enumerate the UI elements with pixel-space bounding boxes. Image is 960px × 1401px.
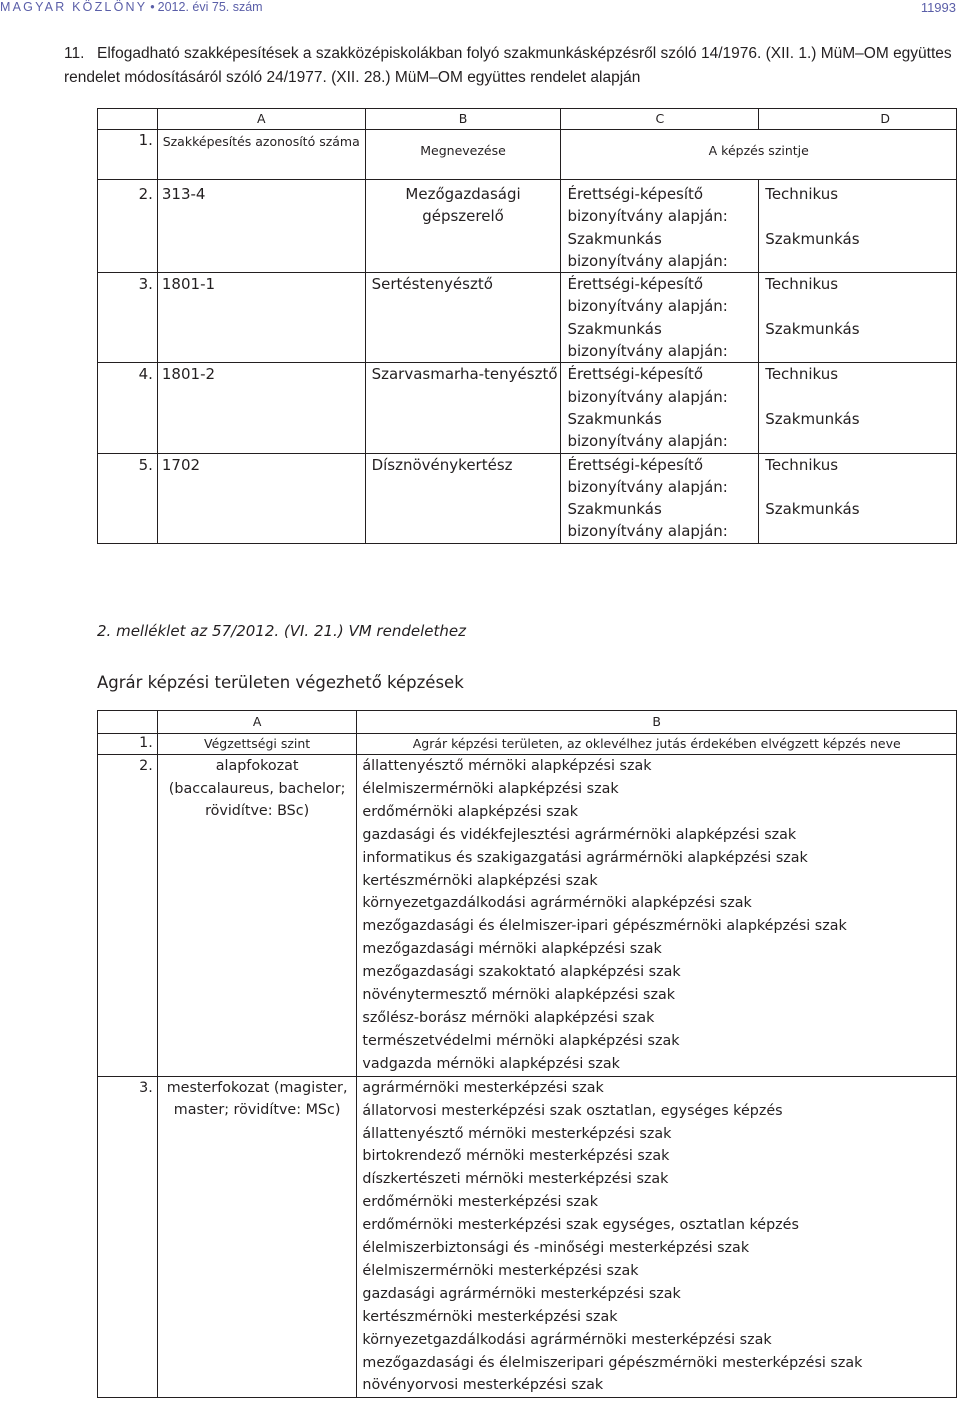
row-number: 3. xyxy=(98,273,158,363)
agricultural-programs-table xyxy=(97,710,957,1398)
program-item: informatikus és szakigazgatási agrármérnöki alapképzési szak xyxy=(362,849,808,866)
level-1: Technikus xyxy=(765,185,839,203)
program-item: állatorvosi mesterképzési szak osztatlan, egységes képzés xyxy=(362,1102,783,1119)
column-letter-c: C xyxy=(561,109,759,130)
qualification-name: Mezőgazdasági gépszerelő xyxy=(365,180,561,273)
qualification-id: 1702 xyxy=(157,453,365,543)
program-item: mezőgazdasági szakoktató alapképzési szak xyxy=(362,964,681,981)
row-number: 2. xyxy=(98,755,158,1077)
program-item: mezőgazdasági és élelmiszeripari gépészmérnöki mesterképzési szak xyxy=(362,1354,863,1371)
qualification-id: 1801-2 xyxy=(157,363,365,453)
program-item: természetvédelmi mérnöki alapképzési szak xyxy=(362,1032,680,1049)
training-levels xyxy=(759,180,957,273)
table-row xyxy=(98,180,957,273)
degree-level-text: alapfokozat (baccalaureus, bachelor; rövidítve: BSc) xyxy=(168,758,346,819)
program-item: élelmiszermérnöki alapképzési szak xyxy=(362,780,619,797)
program-item: környezetgazdálkodási agrármérnöki mesterképzési szak xyxy=(362,1331,772,1348)
column-letter-row xyxy=(98,109,957,130)
program-item: birtokrendező mérnöki mesterképzési szak xyxy=(362,1148,670,1165)
column-letter-row xyxy=(98,711,957,734)
header-row-number: 1. xyxy=(98,734,158,755)
program-item: állattenyésztő mérnöki alapképzési szak xyxy=(362,758,652,774)
journal-name: MAGYAR KÖZLÖNY xyxy=(0,0,148,14)
condition-2: Szakmunkás bizonyítvány alapján: xyxy=(567,500,728,541)
program-item: gazdasági és vidékfejlesztési agrármérnöki alapképzési szak xyxy=(362,826,797,843)
condition-1: Érettségi-képesítő bizonyítvány alapján: xyxy=(567,275,728,316)
program-item: kertészmérnöki alapképzési szak xyxy=(362,872,598,889)
level-1: Technikus xyxy=(765,275,839,294)
training-levels xyxy=(759,453,957,543)
condition-2: Szakmunkás bizonyítvány alapján: xyxy=(567,229,728,270)
training-levels xyxy=(759,363,957,453)
section-number: 11. xyxy=(64,45,85,62)
header-row-number: 1. xyxy=(98,130,158,180)
program-item: kertészmérnöki mesterképzési szak xyxy=(362,1308,618,1325)
degree-level xyxy=(157,1076,357,1398)
entry-conditions xyxy=(561,453,759,543)
table-row xyxy=(98,273,957,363)
program-list xyxy=(357,755,957,1077)
row-number: 5. xyxy=(98,453,158,543)
program-item: erdőmérnöki mesterképzési szak egységes, osztatlan képzés xyxy=(362,1217,799,1234)
program-item: környezetgazdálkodási agrármérnöki alapképzési szak xyxy=(362,895,752,912)
program-item: agrármérnöki mesterképzési szak xyxy=(362,1079,604,1096)
qualification-id: 1801-1 xyxy=(157,273,365,363)
table-row xyxy=(98,453,957,543)
level-2: Szakmunkás xyxy=(765,500,860,519)
program-item: élelmiszermérnöki mesterképzési szak xyxy=(362,1262,639,1279)
level-1: Technikus xyxy=(765,365,839,384)
program-item: díszkertészeti mérnöki mesterképzési szak xyxy=(362,1171,669,1188)
header-program-name: Agrár képzési területen, az oklevélhez jutás érdekében elvégzett képzés neve xyxy=(357,734,957,755)
header-name: Megnevezése xyxy=(365,130,561,180)
degree-level xyxy=(157,755,357,1077)
table-row xyxy=(98,1076,957,1398)
level-2: Szakmunkás xyxy=(765,229,860,248)
header-row xyxy=(98,734,957,755)
table-row xyxy=(98,363,957,453)
condition-1: Érettségi-képesítő bizonyítvány alapján: xyxy=(567,455,728,496)
header-row xyxy=(98,130,957,180)
corner-cell xyxy=(98,109,158,130)
program-item: gazdasági agrármérnöki mesterképzési szak xyxy=(362,1285,681,1302)
column-letter-a: A xyxy=(157,711,357,734)
header-training-level: A képzés szintje xyxy=(561,130,957,180)
level-2: Szakmunkás xyxy=(765,319,860,338)
program-item: mezőgazdasági és élelmiszer-ipari gépészmérnöki alapképzési szak xyxy=(362,918,847,935)
section-title-text: Elfogadható szakképesítések a szakközépiskolákban folyó szakmunkásképzésről szóló 14/1976. (XII. 1.) MüM–OM együttes rendelet módosításáról szóló 24/1977. (XII. 28.) MüM–OM együttes rendelet alapján xyxy=(64,45,952,86)
qualification-name: Dísznövénykertész xyxy=(365,453,561,543)
annex-heading: Agrár képzési területen végezhető képzések xyxy=(97,673,464,692)
condition-2: Szakmunkás bizonyítvány alapján: xyxy=(567,319,728,361)
program-item: vadgazda mérnöki alapképzési szak xyxy=(362,1055,620,1072)
column-letter-b: B xyxy=(365,109,561,130)
qualification-name: Sertéstenyésztő xyxy=(365,273,561,363)
qualification-id: 313-4 xyxy=(157,180,365,273)
journal-header xyxy=(0,0,263,14)
program-item: növénytermesztő mérnöki alapképzési szak xyxy=(362,987,676,1004)
issue-label: 2012. évi 75. szám xyxy=(157,0,263,14)
program-item: mezőgazdasági mérnöki alapképzési szak xyxy=(362,941,662,958)
program-item: erdőmérnöki alapképzési szak xyxy=(362,803,579,820)
column-letter-b: B xyxy=(357,711,957,734)
header-degree-level: Végzettségi szint xyxy=(157,734,357,755)
entry-conditions xyxy=(561,363,759,453)
condition-2: Szakmunkás bizonyítvány alapján: xyxy=(567,409,728,451)
section-title xyxy=(64,42,960,90)
degree-level-text: mesterfokozat (magister, master; rövidítve: MSc) xyxy=(166,1079,348,1119)
table-row xyxy=(98,755,957,1077)
program-item: élelmiszerbiztonsági és -minőségi mesterképzési szak xyxy=(362,1240,750,1257)
condition-1: Érettségi-képesítő bizonyítvány alapján: xyxy=(567,185,728,226)
program-item: erdőmérnöki mesterképzési szak xyxy=(362,1194,598,1211)
bullet-separator: • xyxy=(150,0,155,14)
program-item: szőlész-borász mérnöki alapképzési szak xyxy=(362,1009,655,1026)
qualifications-table xyxy=(97,108,957,544)
entry-conditions xyxy=(561,273,759,363)
training-levels xyxy=(759,273,957,363)
program-item: növényorvosi mesterképzési szak xyxy=(362,1377,604,1394)
level-1: Technikus xyxy=(765,455,839,474)
column-letter-d: D xyxy=(759,109,957,130)
header-id-number: Szakképesítés azonosító száma xyxy=(157,130,365,180)
corner-cell xyxy=(98,711,158,734)
page-number: 11993 xyxy=(920,0,956,15)
program-list xyxy=(357,1076,957,1398)
row-number: 4. xyxy=(98,363,158,453)
level-2: Szakmunkás xyxy=(765,409,860,428)
row-number: 3. xyxy=(98,1076,158,1398)
entry-conditions xyxy=(561,180,759,273)
qualification-name: Szarvasmarha-tenyésztő xyxy=(365,363,561,453)
program-item: állattenyésztő mérnöki mesterképzési szak xyxy=(362,1125,672,1142)
condition-1: Érettségi-képesítő bizonyítvány alapján: xyxy=(567,365,728,406)
annex-title: 2. melléklet az 57/2012. (VI. 21.) VM rendelethez xyxy=(97,622,466,640)
row-number: 2. xyxy=(98,180,158,273)
column-letter-a: A xyxy=(157,109,365,130)
